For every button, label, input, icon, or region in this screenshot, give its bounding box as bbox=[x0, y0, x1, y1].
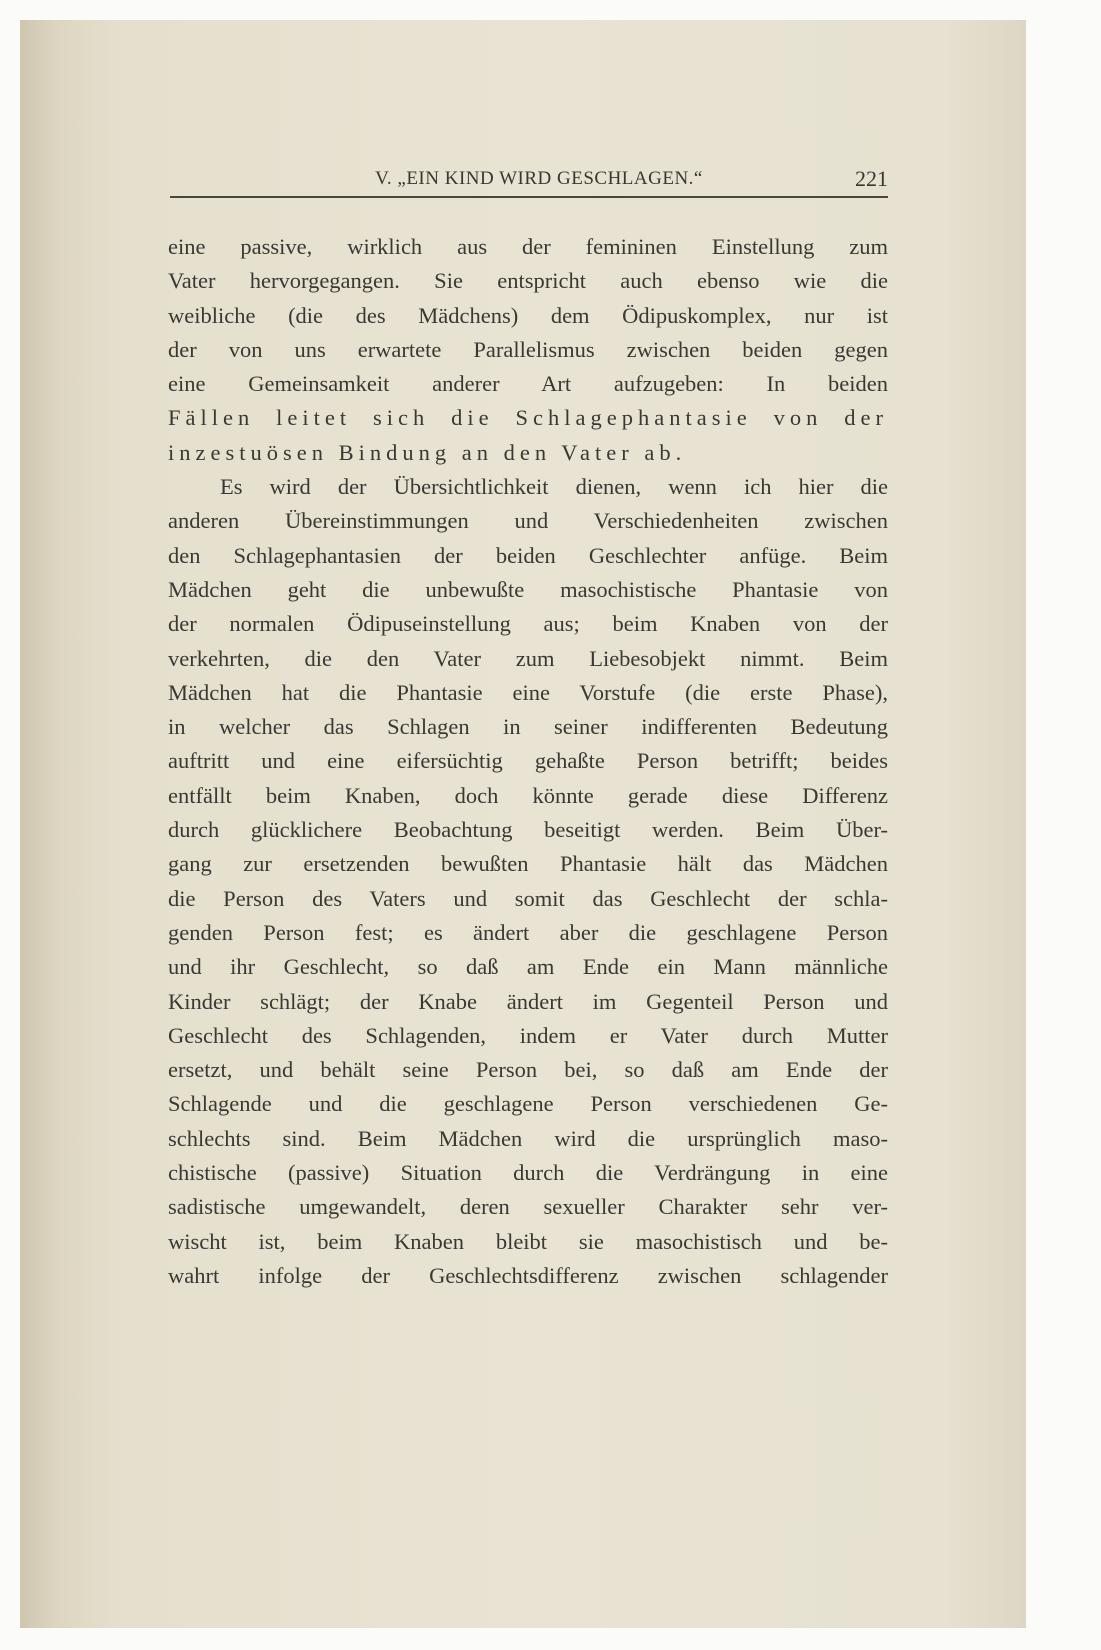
text-line: entfällt beim Knaben, doch könnte gerade diese Differenz bbox=[168, 782, 888, 808]
text-line: Geschlecht des Schlagenden, indem er Vater durch Mutter bbox=[168, 1022, 888, 1048]
text-line: durch glücklichere Beobachtung beseitigt werden. Beim Über- bbox=[168, 817, 888, 843]
text-line: in welcher das Schlagen in seiner indifferenten Bedeutung bbox=[168, 714, 888, 740]
header-rule bbox=[170, 196, 888, 198]
text-line: Vater hervorgegangen. Sie entspricht auch ebenso wie die bbox=[168, 268, 888, 294]
text-line: Kinder schlägt; der Knabe ändert im Gegenteil Person und bbox=[168, 988, 888, 1014]
text-line: und ihr Geschlecht, so daß am Ende ein Mann männliche bbox=[168, 954, 888, 980]
text-line: sadistische umgewandelt, deren sexueller Charakter sehr ver- bbox=[168, 1194, 888, 1220]
text-line: Es wird der Übersichtlichkeit dienen, wenn ich hier die bbox=[220, 474, 888, 500]
running-title: V. „EIN KIND WIRD GESCHLAGEN.“ bbox=[375, 168, 703, 189]
page-header bbox=[170, 166, 888, 196]
text-line: auftritt und eine eifersüchtig gehaßte Person betrifft; beides bbox=[168, 748, 888, 774]
text-line: eine passive, wirklich aus der femininen Einstellung zum bbox=[168, 234, 888, 259]
text-line: der von uns erwartete Parallelismus zwischen beiden gegen bbox=[168, 336, 888, 362]
body-text bbox=[168, 230, 888, 1293]
text-line: den Schlagephantasien der beiden Geschlechter anfüge. Beim bbox=[168, 542, 888, 568]
page-number: 221 bbox=[855, 166, 888, 191]
text-line: weibliche (die des Mädchens) dem Ödipuskomplex, nur ist bbox=[168, 302, 888, 328]
text-line: Mädchen geht die unbewußte masochistische Phantasie von bbox=[168, 576, 888, 602]
text-line: wahrt infolge der Geschlechtsdifferenz zwischen schlagender bbox=[168, 1262, 888, 1288]
text-line: verkehrten, die den Vater zum Liebesobjekt nimmt. Beim bbox=[168, 645, 888, 671]
text-line: inzestuösen Bindung an den Vater ab. bbox=[168, 439, 687, 465]
text-line: gang zur ersetzenden bewußten Phantasie hält das Mädchen bbox=[168, 851, 888, 877]
text-line: ersetzt, und behält seine Person bei, so daß am Ende der bbox=[168, 1057, 888, 1083]
text-line: Schlagende und die geschlagene Person verschiedenen Ge- bbox=[168, 1091, 888, 1117]
text-line: eine Gemeinsamkeit anderer Art aufzugeben: In beiden bbox=[168, 371, 888, 397]
text-line: Fällen leitet sich die Schlagephantasie von der bbox=[168, 405, 888, 431]
text-line: wischt ist, beim Knaben bleibt sie masochistisch und be- bbox=[168, 1228, 888, 1254]
text-line: schlechts sind. Beim Mädchen wird die ursprünglich maso- bbox=[168, 1125, 888, 1151]
text-line: genden Person fest; es ändert aber die geschlagene Person bbox=[168, 919, 888, 945]
text-line: die Person des Vaters und somit das Geschlecht der schla- bbox=[168, 885, 888, 911]
text-line: chistische (passive) Situation durch die Verdrängung in eine bbox=[168, 1160, 888, 1186]
text-line: Mädchen hat die Phantasie eine Vorstufe (die erste Phase), bbox=[168, 679, 888, 705]
text-line: der normalen Ödipuseinstellung aus; beim Knaben von der bbox=[168, 611, 888, 637]
scanned-page bbox=[20, 20, 1026, 1628]
text-line: anderen Übereinstimmungen und Verschiedenheiten zwischen bbox=[168, 508, 888, 534]
